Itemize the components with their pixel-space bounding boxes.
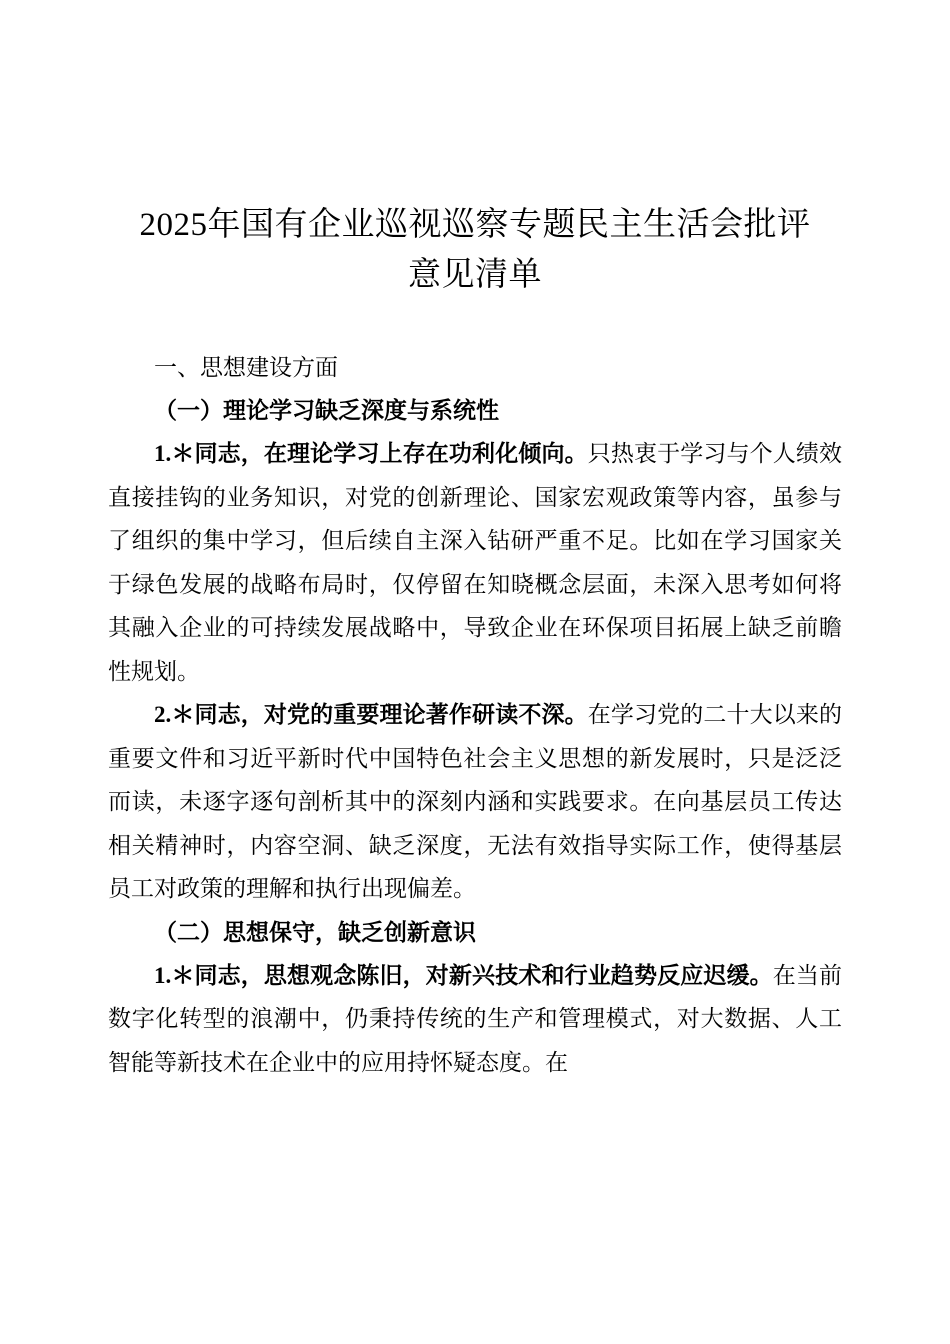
sub-heading-theory-study: （一）理论学习缺乏深度与系统性	[154, 398, 499, 423]
paragraph-lead: 2.＊同志，对党的重要理论著作研读不深。	[154, 702, 588, 727]
section-heading-thought-construction: 一、思想建设方面	[154, 355, 338, 380]
page-title: 2025年国有企业巡视巡察专题民主生活会批评意见清单	[139, 207, 811, 293]
paragraph-lead: 1.＊同志，思想观念陈旧，对新兴技术和行业趋势反应迟缓。	[154, 962, 773, 988]
paragraph-item-1-1	[108, 432, 842, 693]
sub-heading-conservative-thinking: （二）思想保守，缺乏创新意识	[154, 919, 476, 945]
paragraph-lead: 1.＊同志，在理论学习上存在功利化倾向。	[154, 441, 588, 466]
paragraph-item-2-1	[108, 954, 842, 1085]
paragraph-item-1-2	[108, 693, 842, 911]
paragraph-body: 在学习党的二十大以来的重要文件和习近平新时代中国特色社会主义思想的新发展时，只是泛泛而读，未逐字逐句剖析其中的深刻内涵和实践要求。在向基层员工传达相关精神时，内容空洞、缺乏深度，无法有效指导实际工作，使得基层员工对政策的理解和执行出现偏差。	[108, 702, 843, 901]
paragraph-body: 在当前数字化转型的浪潮中，仍秉持传统的生产和管理模式，对大数据、人工智能等新技术在企业中的应用持怀疑态度。在	[108, 962, 843, 1075]
paragraph-body: 只热衷于学习与个人绩效直接挂钩的业务知识，对党的创新理论、国家宏观政策等内容，虽参与了组织的集中学习，但后续自主深入钻研严重不足。比如在学习国家关于绿色发展的战略布局时，仅停留在知晓概念层面，未深入思考如何将其融入企业的可持续发展战略中，导致企业在环保项目拓展上缺乏前瞻性规划。	[108, 441, 843, 684]
